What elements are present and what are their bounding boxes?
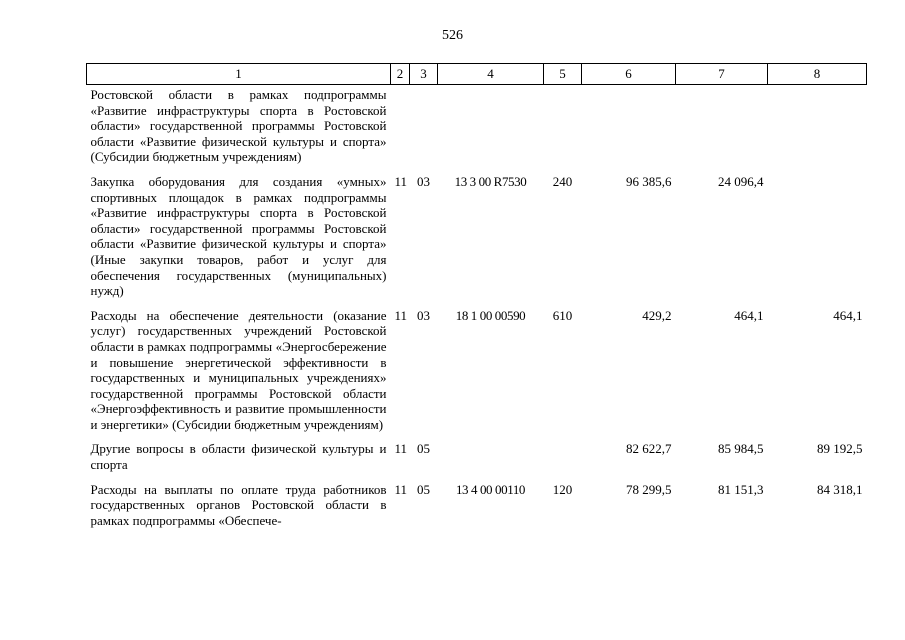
row-value-2: 24 096,4 [718, 173, 764, 189]
row-target-article: 13 4 00 00110 [455, 481, 526, 497]
row-value-3: 464,1 [833, 307, 863, 323]
row-expense-type: 610 [552, 307, 573, 323]
row-target-article [438, 439, 544, 479]
budget-table [86, 63, 867, 535]
header-col-2: 2 [391, 64, 410, 85]
header-row [87, 64, 867, 85]
row-target-article [438, 85, 544, 172]
header-col-1: 1 [87, 64, 391, 85]
row-subsection: 05 [417, 441, 430, 457]
header-col-6: 6 [582, 64, 676, 85]
row-value-2 [676, 85, 768, 172]
row-value-1: 82 622,7 [626, 441, 672, 457]
row-description: Расходы на выплаты по оплате труда работников государственных органов Ростовской области в рамках подпрограммы «Обеспече- [90, 481, 387, 528]
row-expense-type: 240 [552, 173, 573, 189]
row-description: Закупка оборудования для создания «умных» спортивных площадок в рамках подпрограммы «Развитие инфраструктуры спорта в Ростовской области» государственной программы Ростовской области «Развитие физической культуры и спорта» (Иные закупки товаров, работ и услуг для обеспечения государственных (муниципальных) нужд) [90, 173, 387, 299]
row-description: Ростовской области в рамках подпрограммы «Развитие инфраструктуры спорта в Ростовской области» государственной программы Ростовской области «Развитие физической культуры и спорта» (Субсидии бюджетным учреждениям) [90, 87, 387, 165]
table-row [87, 480, 867, 536]
header-col-4: 4 [438, 64, 544, 85]
row-value-2: 81 151,3 [718, 481, 764, 497]
row-value-3 [768, 172, 867, 306]
table-row [87, 85, 867, 172]
header-col-3: 3 [410, 64, 438, 85]
row-value-3: 84 318,1 [817, 481, 863, 497]
table-row [87, 306, 867, 440]
row-value-1: 78 299,5 [626, 481, 672, 497]
row-description: Расходы на обеспечение деятельности (оказание услуг) государственных учреждений Ростовской области в рамках подпрограммы «Энергосбережение и повышение энергетической эффективности в государственных и муниципальных учреждениях» государственной программы Ростовской области «Энергоэффективность и развитие промышленности и энергетики» (Субсидии бюджетным учреждениям) [90, 307, 387, 432]
row-target-article: 18 1 00 00590 [455, 307, 526, 323]
row-value-1: 429,2 [642, 307, 672, 323]
row-section [391, 85, 410, 172]
row-value-3: 89 192,5 [817, 441, 863, 457]
row-subsection: 03 [417, 173, 430, 189]
header-col-7: 7 [676, 64, 768, 85]
page-number: 526 [442, 28, 463, 43]
header-col-5: 5 [544, 64, 582, 85]
row-section: 11 [394, 307, 408, 323]
row-description: Другие вопросы в области физической культуры и спорта [90, 441, 387, 473]
table-row [87, 172, 867, 306]
row-expense-type: 120 [552, 481, 573, 497]
row-value-2: 464,1 [734, 307, 764, 323]
row-subsection: 05 [417, 481, 430, 497]
row-value-1: 96 385,6 [626, 173, 672, 189]
row-value-2: 85 984,5 [718, 441, 764, 457]
row-section: 11 [394, 481, 408, 497]
table-row [87, 439, 867, 479]
row-subsection [410, 85, 438, 172]
row-expense-type [544, 85, 582, 172]
row-section: 11 [394, 173, 408, 189]
row-value-3 [768, 85, 867, 172]
row-expense-type [544, 439, 582, 479]
row-subsection: 03 [417, 307, 430, 323]
row-section: 11 [394, 441, 408, 457]
header-col-8: 8 [768, 64, 867, 85]
row-target-article: 13 3 00 R7530 [454, 173, 527, 189]
row-value-1 [582, 85, 676, 172]
